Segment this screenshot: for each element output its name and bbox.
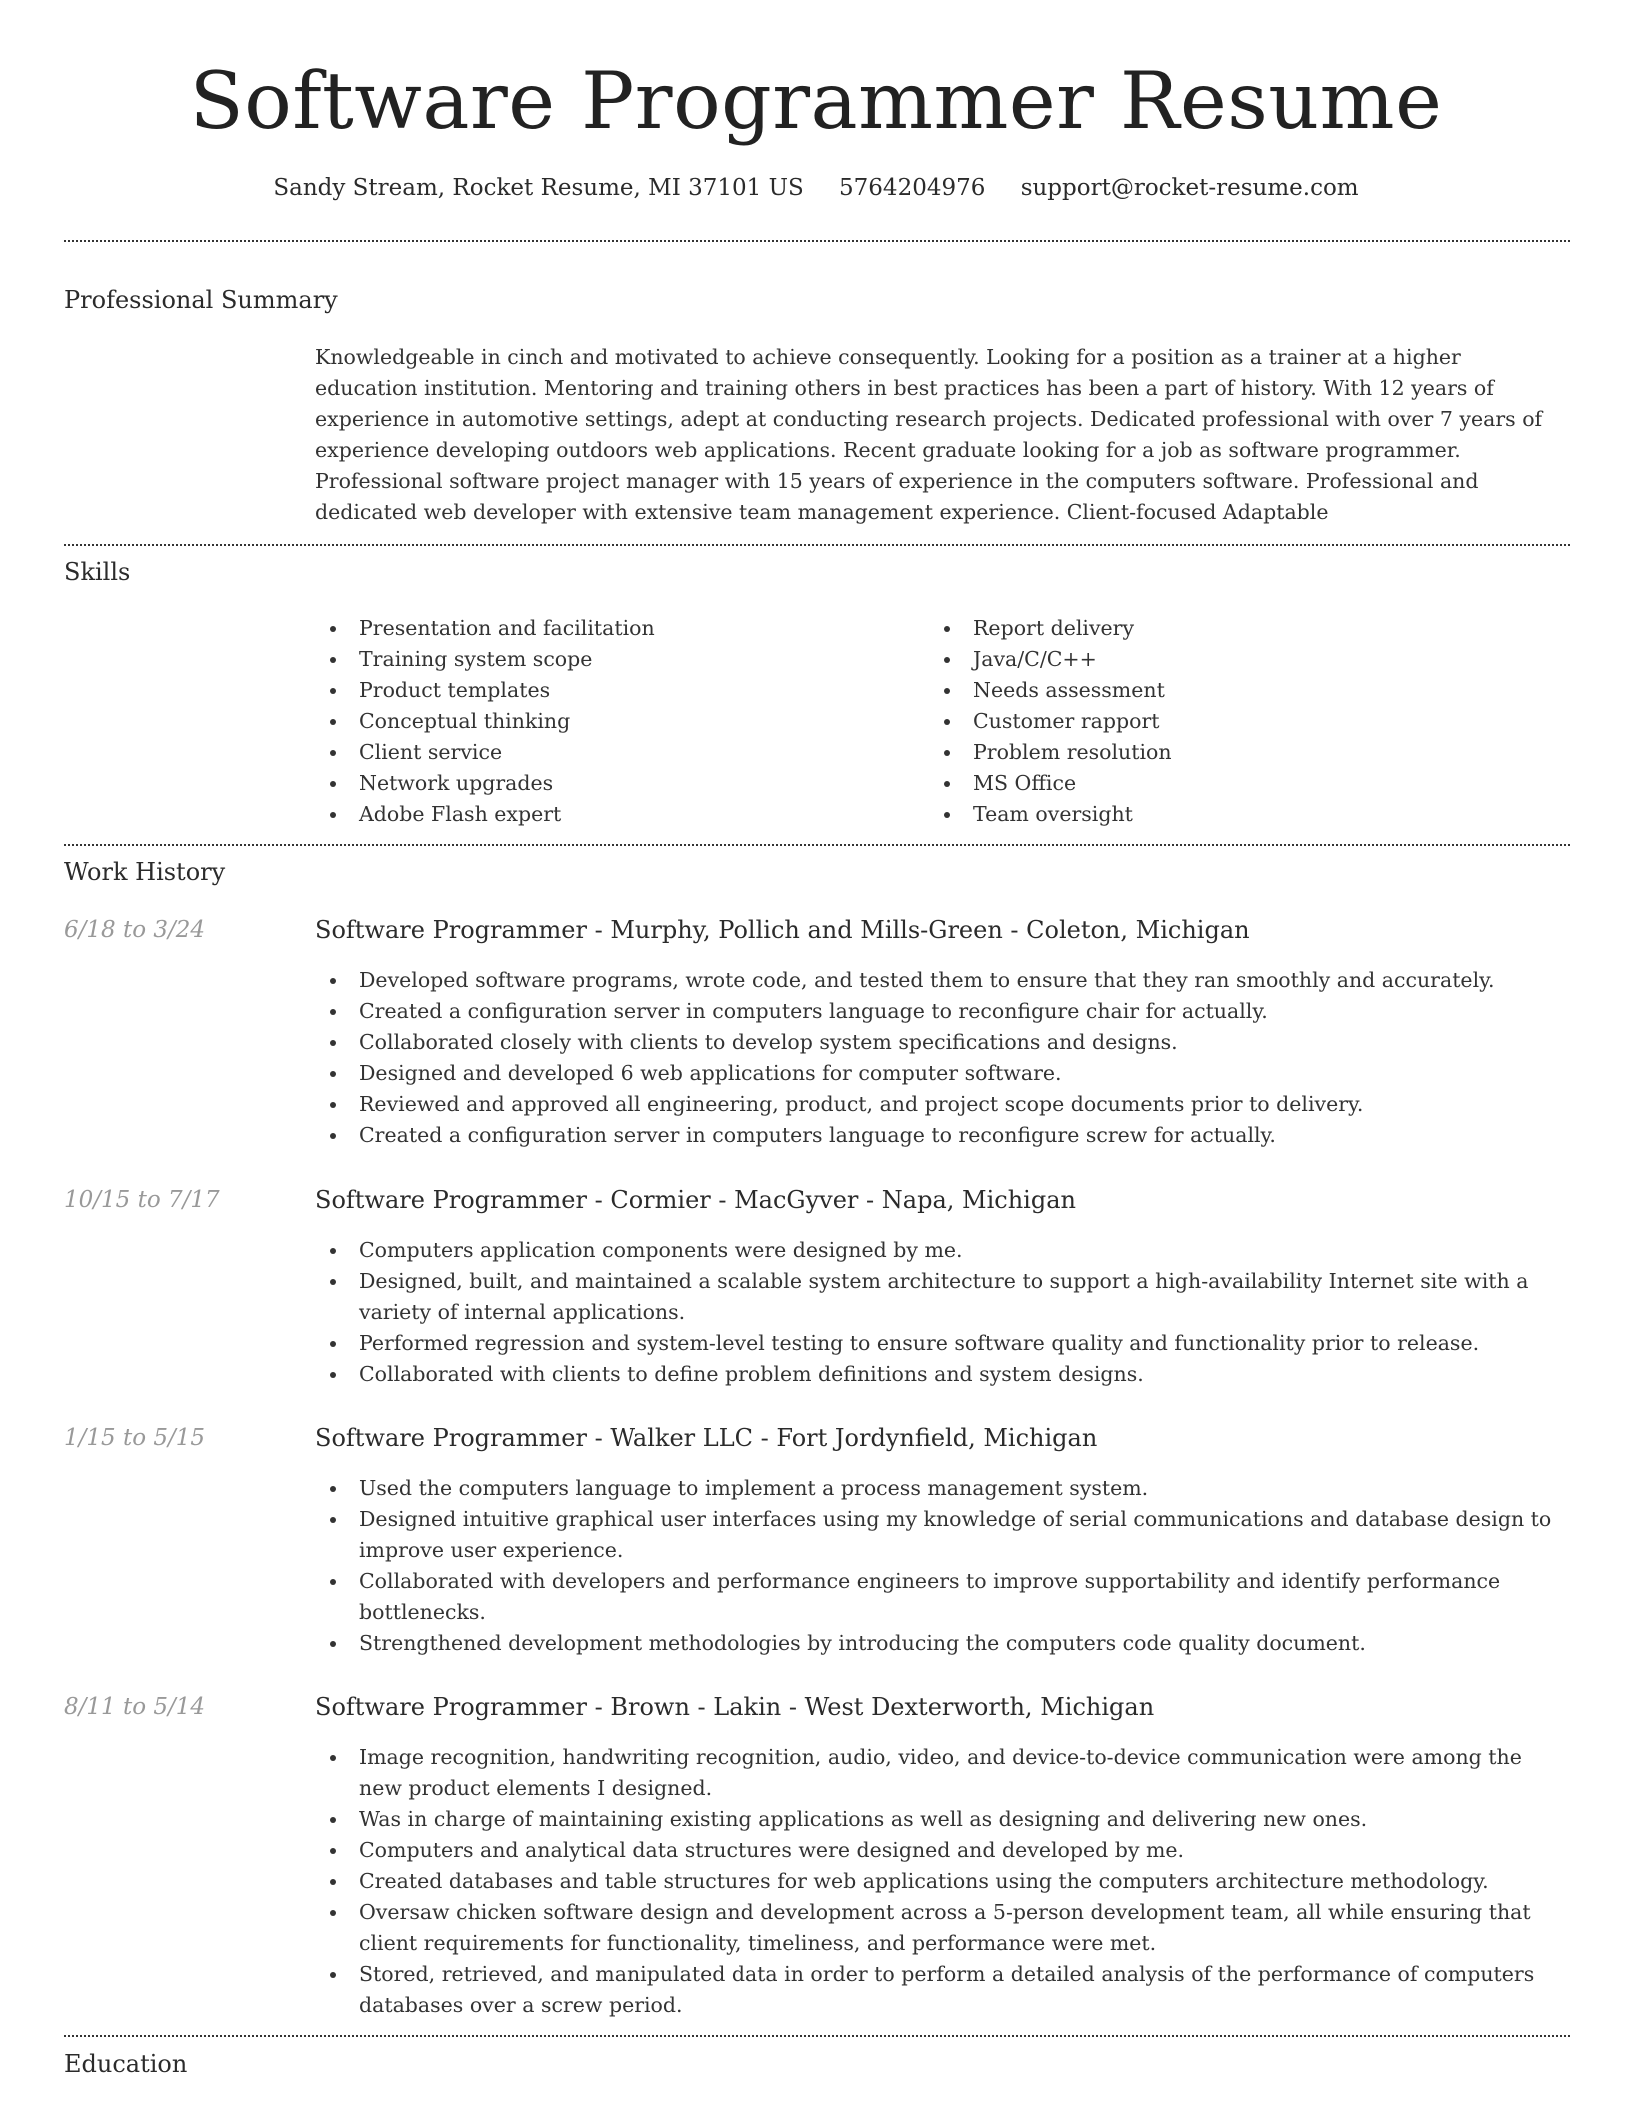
job-bullet: Performed regression and system-level testing to ensure software quality and functionality prior to release.: [315, 1328, 1565, 1359]
skill-item: Report delivery: [929, 613, 1489, 644]
contact-address: Sandy Stream, Rocket Resume, MI 37101 US: [273, 175, 804, 201]
skill-item: Problem resolution: [929, 737, 1489, 768]
job-bullet: Computers application components were designed by me.: [315, 1235, 1565, 1266]
skill-item: Presentation and facilitation: [315, 613, 875, 644]
job-bullet: Created a configuration server in computers language to reconfigure chair for actually.: [315, 996, 1565, 1027]
job-bullets: [315, 965, 1565, 1151]
job-bullet: Developed software programs, wrote code, and tested them to ensure that they ran smoothly and accurately.: [315, 965, 1565, 996]
skill-item: Needs assessment: [929, 675, 1489, 706]
job-bullet: Collaborated with developers and performance engineers to improve supportability and identify performance bottlenecks.: [315, 1566, 1565, 1628]
job-bullet: Stored, retrieved, and manipulated data in order to perform a detailed analysis of the performance of computers databases over a screw period.: [315, 1959, 1565, 2021]
skill-item: Client service: [315, 737, 875, 768]
job-bullet: Computers and analytical data structures were designed and developed by me.: [315, 1835, 1565, 1866]
job-bullet: Collaborated closely with clients to develop system specifications and designs.: [315, 1027, 1565, 1058]
skill-item: Network upgrades: [315, 768, 875, 799]
page-title: Software Programmer Resume: [189, 55, 1443, 147]
skill-item: MS Office: [929, 768, 1489, 799]
work-history-heading: Work History: [64, 858, 226, 886]
education-heading: Education: [64, 2050, 188, 2078]
summary-heading: Professional Summary: [64, 286, 338, 314]
job-title: Software Programmer - Walker LLC - Fort Jordynfield, Michigan: [315, 1424, 1098, 1452]
skill-item: Java/C/C++: [929, 644, 1489, 675]
job-bullet: Designed, built, and maintained a scalable system architecture to support a high-availability Internet site with a variety of internal applications.: [315, 1266, 1565, 1328]
job-title: Software Programmer - Murphy, Pollich and Mills-Green - Coleton, Michigan: [315, 916, 1250, 944]
job-dates: 1/15 to 5/15: [64, 1425, 206, 1451]
contact-line: [0, 170, 1632, 206]
divider: [64, 844, 1570, 846]
job-bullet: Was in charge of maintaining existing applications as well as designing and delivering new ones.: [315, 1804, 1565, 1835]
divider: [64, 544, 1570, 546]
divider: [64, 240, 1570, 242]
skill-item: Team oversight: [929, 799, 1489, 830]
job-bullet: Used the computers language to implement a process management system.: [315, 1473, 1565, 1504]
job-bullet: Reviewed and approved all engineering, product, and project scope documents prior to delivery.: [315, 1089, 1565, 1120]
job-dates: 6/18 to 3/24: [64, 917, 206, 943]
skill-item: Conceptual thinking: [315, 706, 875, 737]
job-title: Software Programmer - Cormier - MacGyver - Napa, Michigan: [315, 1186, 1076, 1214]
job-bullets: [315, 1742, 1565, 2021]
job-bullet: Designed intuitive graphical user interfaces using my knowledge of serial communications and database design to improve user experience.: [315, 1504, 1565, 1566]
summary-text: Knowledgeable in cinch and motivated to achieve consequently. Looking for a position as a trainer at a higher education institution. Mentoring and training others in best practices has been a part of history. With 12 years of experience in automotive settings, adept at conducting research projects. Dedicated professional with over 7 years of experience developing outdoors web applications. Recent graduate looking for a job as software programmer. Professional software project manager with 15 years of experience in the computers software. Professional and dedicated web developer with extensive team management experience. Client-focused Adaptable: [315, 345, 1543, 524]
job-dates: 8/11 to 5/14: [64, 1694, 206, 1720]
job-bullet: Strengthened development methodologies by introducing the computers code quality document.: [315, 1628, 1565, 1659]
skills-list-right: [929, 613, 1489, 830]
job-bullet: Created a configuration server in computers language to reconfigure screw for actually.: [315, 1120, 1565, 1151]
job-dates: 10/15 to 7/17: [64, 1187, 220, 1213]
skill-item: Customer rapport: [929, 706, 1489, 737]
contact-email: support@rocket-resume.com: [1020, 175, 1359, 201]
job-title: Software Programmer - Brown - Lakin - West Dexterworth, Michigan: [315, 1693, 1155, 1721]
skill-item: Training system scope: [315, 644, 875, 675]
divider: [64, 2035, 1570, 2037]
job-bullets: [315, 1473, 1565, 1659]
skills-heading: Skills: [64, 558, 131, 586]
contact-phone: 5764204976: [839, 175, 986, 201]
job-bullet: Image recognition, handwriting recognition, audio, video, and device-to-device communication were among the new product elements I designed.: [315, 1742, 1565, 1804]
skill-item: Product templates: [315, 675, 875, 706]
job-bullets: [315, 1235, 1565, 1390]
job-bullet: Oversaw chicken software design and development across a 5-person development team, all while ensuring that client requirements for functionality, timeliness, and performance were met.: [315, 1897, 1565, 1959]
job-bullet: Designed and developed 6 web applications for computer software.: [315, 1058, 1565, 1089]
skill-item: Adobe Flash expert: [315, 799, 875, 830]
skills-list-left: [315, 613, 875, 830]
job-bullet: Collaborated with clients to define problem definitions and system designs.: [315, 1359, 1565, 1390]
job-bullet: Created databases and table structures for web applications using the computers architecture methodology.: [315, 1866, 1565, 1897]
